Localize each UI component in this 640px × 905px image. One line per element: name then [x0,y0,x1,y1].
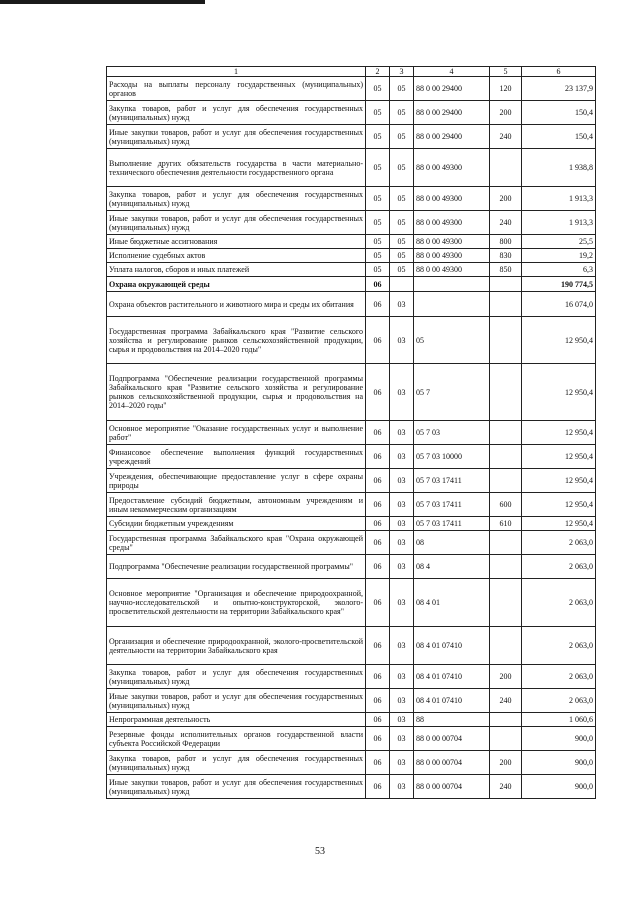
amount-cell: 900,0 [522,775,596,799]
table-row [107,317,596,364]
expense-type-cell: 830 [490,249,522,263]
section-cell: 06 [366,531,390,555]
amount-cell: 12 950,4 [522,421,596,445]
target-article-cell: 88 0 00 49300 [414,211,490,235]
target-article-cell: 05 [414,317,490,364]
section-cell: 06 [366,469,390,493]
section-cell: 05 [366,263,390,277]
name-cell: Закупка товаров, работ и услуг для обеспечения государственных (муниципальных) нужд [107,101,366,125]
table-row [107,445,596,469]
expense-type-cell: 240 [490,689,522,713]
expense-type-cell [490,149,522,187]
subsection-cell: 03 [390,579,414,627]
section-cell: 06 [366,751,390,775]
expense-type-cell [490,713,522,727]
section-cell: 06 [366,775,390,799]
name-cell: Подпрограмма "Обеспечение реализации государственной программы Забайкальского края "Развитие сельского хозяйства и регулирование рынков сельскохозяйственной продукции, сырья и продовольствия на 2014–2020 годы" [107,364,366,421]
amount-cell: 12 950,4 [522,364,596,421]
section-cell: 06 [366,364,390,421]
header-col-3: 3 [390,67,414,77]
target-article-cell: 08 4 01 07410 [414,627,490,665]
subsection-cell: 03 [390,627,414,665]
name-cell: Исполнение судебных актов [107,249,366,263]
header-col-4: 4 [414,67,490,77]
amount-cell: 1 060,6 [522,713,596,727]
target-article-cell: 88 0 00 49300 [414,263,490,277]
header-col-6: 6 [522,67,596,77]
section-cell: 06 [366,727,390,751]
expense-type-cell [490,627,522,665]
name-cell: Организация и обеспечение природоохранной, эколого-просветительской деятельности на территории Забайкальского края [107,627,366,665]
table-row [107,689,596,713]
table-row [107,249,596,263]
expense-type-cell: 850 [490,263,522,277]
name-cell: Выполнение других обязательств государства в части материально-технического обеспечения деятельности государственного органа [107,149,366,187]
table-row [107,292,596,317]
table-row [107,187,596,211]
expense-type-cell [490,727,522,751]
expense-type-cell [490,364,522,421]
amount-cell: 25,5 [522,235,596,249]
amount-cell: 2 063,0 [522,555,596,579]
target-article-cell [414,292,490,317]
section-cell: 05 [366,235,390,249]
table-row [107,101,596,125]
section-cell: 06 [366,421,390,445]
subsection-cell: 03 [390,364,414,421]
section-cell: 06 [366,665,390,689]
table-row [107,263,596,277]
section-cell: 05 [366,77,390,101]
amount-cell: 12 950,4 [522,493,596,517]
table-row [107,517,596,531]
expense-type-cell [490,579,522,627]
section-cell: 06 [366,713,390,727]
amount-cell: 150,4 [522,125,596,149]
expense-type-cell [490,555,522,579]
page-number: 53 [315,846,325,857]
target-article-cell: 88 0 00 29400 [414,101,490,125]
target-article-cell: 88 0 00 29400 [414,77,490,101]
amount-cell: 2 063,0 [522,665,596,689]
expense-type-cell: 800 [490,235,522,249]
table-row [107,579,596,627]
subsection-cell: 05 [390,187,414,211]
expense-type-cell [490,445,522,469]
table-row [107,531,596,555]
target-article-cell: 08 4 01 07410 [414,665,490,689]
budget-table [106,66,596,799]
table-row [107,277,596,292]
table-row [107,211,596,235]
table-row [107,235,596,249]
expense-type-cell: 200 [490,101,522,125]
name-cell: Финансовое обеспечение выполнения функций государственных учреждений [107,445,366,469]
name-cell: Субсидии бюджетным учреждениям [107,517,366,531]
amount-cell: 12 950,4 [522,517,596,531]
amount-cell: 12 950,4 [522,469,596,493]
expense-type-cell [490,277,522,292]
target-article-cell: 05 7 03 [414,421,490,445]
section-cell: 06 [366,517,390,531]
top-rule [0,0,205,4]
amount-cell: 900,0 [522,751,596,775]
amount-cell: 190 774,5 [522,277,596,292]
subsection-cell: 05 [390,149,414,187]
subsection-cell: 03 [390,713,414,727]
target-article-cell: 88 0 00 29400 [414,125,490,149]
name-cell: Иные закупки товаров, работ и услуг для обеспечения государственных (муниципальных) нужд [107,775,366,799]
table-row [107,125,596,149]
table-row [107,364,596,421]
section-cell: 05 [366,249,390,263]
expense-type-cell: 610 [490,517,522,531]
subsection-cell: 03 [390,727,414,751]
amount-cell: 2 063,0 [522,579,596,627]
subsection-cell: 05 [390,263,414,277]
amount-cell: 1 938,8 [522,149,596,187]
target-article-cell: 08 4 [414,555,490,579]
target-article-cell: 88 0 00 00704 [414,775,490,799]
expense-type-cell: 200 [490,751,522,775]
subsection-cell: 05 [390,235,414,249]
table-row [107,713,596,727]
name-cell: Расходы на выплаты персоналу государственных (муниципальных) органов [107,77,366,101]
expense-type-cell: 240 [490,125,522,149]
name-cell: Уплата налогов, сборов и иных платежей [107,263,366,277]
expense-type-cell: 200 [490,187,522,211]
target-article-cell [414,277,490,292]
amount-cell: 2 063,0 [522,627,596,665]
subsection-cell [390,277,414,292]
target-article-cell: 88 [414,713,490,727]
name-cell: Закупка товаров, работ и услуг для обеспечения государственных (муниципальных) нужд [107,751,366,775]
amount-cell: 1 913,3 [522,187,596,211]
budget-table-body [107,67,596,799]
table-row [107,469,596,493]
target-article-cell: 08 4 01 07410 [414,689,490,713]
subsection-cell: 03 [390,775,414,799]
subsection-cell: 03 [390,469,414,493]
header-col-2: 2 [366,67,390,77]
subsection-cell: 03 [390,555,414,579]
expense-type-cell [490,421,522,445]
subsection-cell: 03 [390,445,414,469]
subsection-cell: 03 [390,517,414,531]
expense-type-cell [490,292,522,317]
section-cell: 06 [366,579,390,627]
section-cell: 06 [366,292,390,317]
section-cell: 06 [366,689,390,713]
table-row [107,493,596,517]
subsection-cell: 03 [390,665,414,689]
name-cell: Резервные фонды исполнительных органов государственной власти субъекта Российской Федерации [107,727,366,751]
target-article-cell: 88 0 00 00704 [414,751,490,775]
table-row [107,149,596,187]
subsection-cell: 03 [390,751,414,775]
target-article-cell: 05 7 03 17411 [414,517,490,531]
name-cell: Иные закупки товаров, работ и услуг для обеспечения государственных (муниципальных) нужд [107,125,366,149]
name-cell: Государственная программа Забайкальского края "Развитие сельского хозяйства и регулирование рынков сельскохозяйственной продукции, сырья и продовольствия на 2014–2020 годы" [107,317,366,364]
subsection-cell: 03 [390,317,414,364]
subsection-cell: 03 [390,689,414,713]
header-row [107,67,596,77]
name-cell: Основное мероприятие "Организация и обеспечение природоохранной, научно-исследовательской и опытно-конструкторской, эколого-просветительской деятельности на территории Забайкальского края" [107,579,366,627]
table-row [107,555,596,579]
expense-type-cell [490,317,522,364]
target-article-cell: 88 0 00 49300 [414,149,490,187]
section-cell: 05 [366,125,390,149]
name-cell: Иные закупки товаров, работ и услуг для обеспечения государственных (муниципальных) нужд [107,211,366,235]
section-cell: 06 [366,277,390,292]
target-article-cell: 88 0 00 00704 [414,727,490,751]
name-cell: Непрограммная деятельность [107,713,366,727]
section-cell: 05 [366,101,390,125]
target-article-cell: 05 7 03 17411 [414,469,490,493]
table-row [107,775,596,799]
section-cell: 05 [366,149,390,187]
amount-cell: 19,2 [522,249,596,263]
name-cell: Учреждения, обеспечивающие предоставление услуг в сфере охраны природы [107,469,366,493]
table-row [107,751,596,775]
amount-cell: 2 063,0 [522,689,596,713]
subsection-cell: 03 [390,421,414,445]
section-cell: 06 [366,493,390,517]
header-col-1: 1 [107,67,366,77]
amount-cell: 2 063,0 [522,531,596,555]
subsection-cell: 05 [390,101,414,125]
target-article-cell: 05 7 [414,364,490,421]
target-article-cell: 88 0 00 49300 [414,249,490,263]
name-cell: Закупка товаров, работ и услуг для обеспечения государственных (муниципальных) нужд [107,187,366,211]
target-article-cell: 88 0 00 49300 [414,187,490,211]
name-cell: Предоставление субсидий бюджетным, автономным учреждениям и иным некоммерческим организациям [107,493,366,517]
name-cell: Закупка товаров, работ и услуг для обеспечения государственных (муниципальных) нужд [107,665,366,689]
section-cell: 05 [366,211,390,235]
table-row [107,727,596,751]
name-cell: Иные закупки товаров, работ и услуг для обеспечения государственных (муниципальных) нужд [107,689,366,713]
amount-cell: 16 074,0 [522,292,596,317]
name-cell: Иные бюджетные ассигнования [107,235,366,249]
amount-cell: 900,0 [522,727,596,751]
target-article-cell: 08 4 01 [414,579,490,627]
amount-cell: 6,3 [522,263,596,277]
table-row [107,77,596,101]
amount-cell: 23 137,9 [522,77,596,101]
section-cell: 06 [366,555,390,579]
table-row [107,665,596,689]
expense-type-cell [490,469,522,493]
target-article-cell: 88 0 00 49300 [414,235,490,249]
subsection-cell: 03 [390,292,414,317]
target-article-cell: 08 [414,531,490,555]
name-cell: Подпрограмма "Обеспечение реализации государственной программы" [107,555,366,579]
table-row [107,627,596,665]
subsection-cell: 05 [390,249,414,263]
name-cell: Охрана окружающей среды [107,277,366,292]
subsection-cell: 05 [390,211,414,235]
target-article-cell: 05 7 03 17411 [414,493,490,517]
section-cell: 06 [366,317,390,364]
header-col-5: 5 [490,67,522,77]
expense-type-cell: 600 [490,493,522,517]
name-cell: Охрана объектов растительного и животного мира и среды их обитания [107,292,366,317]
name-cell: Основное мероприятие "Оказание государственных услуг и выполнение работ" [107,421,366,445]
expense-type-cell: 120 [490,77,522,101]
expense-type-cell: 200 [490,665,522,689]
expense-type-cell [490,531,522,555]
subsection-cell: 05 [390,125,414,149]
section-cell: 05 [366,187,390,211]
amount-cell: 12 950,4 [522,445,596,469]
amount-cell: 1 913,3 [522,211,596,235]
expense-type-cell: 240 [490,211,522,235]
subsection-cell: 03 [390,531,414,555]
section-cell: 06 [366,445,390,469]
amount-cell: 12 950,4 [522,317,596,364]
name-cell: Государственная программа Забайкальского края "Охрана окружающей среды" [107,531,366,555]
subsection-cell: 05 [390,77,414,101]
section-cell: 06 [366,627,390,665]
target-article-cell: 05 7 03 10000 [414,445,490,469]
subsection-cell: 03 [390,493,414,517]
expense-type-cell: 240 [490,775,522,799]
table-row [107,421,596,445]
amount-cell: 150,4 [522,101,596,125]
